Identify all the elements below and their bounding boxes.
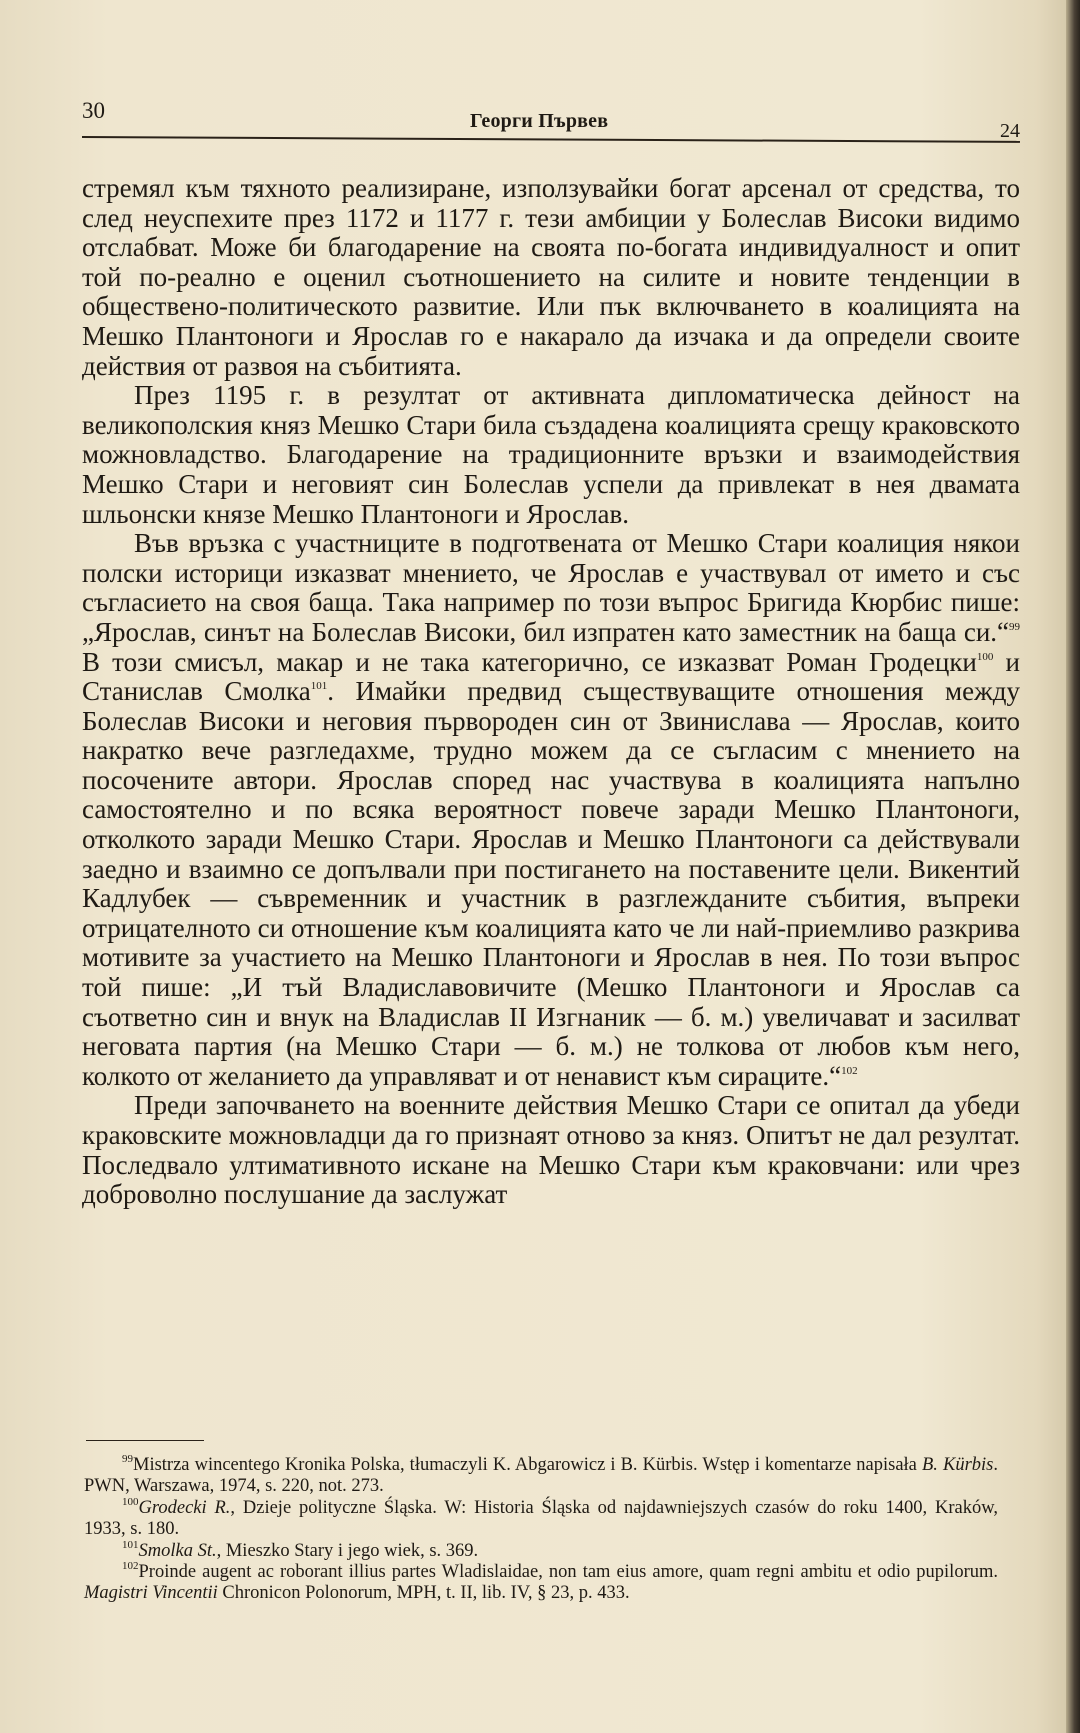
page-number: 30 [82, 98, 105, 123]
main-text [82, 174, 1020, 1210]
footnote-rule [86, 1440, 204, 1441]
footnote-text: Proinde augent ac roborant illius partes Wladislaidae, non tam eius amore, quam regni ambitu et odio pupilorum. [138, 1562, 998, 1583]
text-run: Във връзка с участниците в подготвената от Мешко Стари коалиция някои полски историци изказват мнението, че Ярослав е участвувал от името и със съгласието на своя баща. Така например по този въпрос Бригида Кюрбис пише: „Ярослав, синът на Болеслав Високи, бил изпратен като заместник на баща си.“ [82, 528, 1020, 647]
header-rule [82, 136, 1020, 143]
footnote-ref: 101 [310, 680, 328, 693]
paragraph: През 1195 г. в резултат от активната дипломатическа дейност на великополския княз Мешко Стари била създадена коалицията срещу краковското можновладство. Благодарение на традиционните връзки и взаимодействия Мешко Стари и неговият син Болеслав успели да привлекат в нея двамата шльонски князе Мешко Плантоноги и Ярослав. [82, 380, 1020, 529]
footnotes [84, 1455, 998, 1605]
footnote-number: 100 [122, 1495, 139, 1508]
text-run: и Станислав Смолка [82, 646, 1020, 707]
page-edge-shadow [1066, 0, 1080, 1733]
footnote-number: 102 [122, 1560, 139, 1573]
footnote-italic: Magistri Vincentii [84, 1583, 218, 1604]
footnote-text: . PWN, Warszawa, 1974, s. 220, not. 273. [84, 1455, 998, 1497]
paragraph: Преди започването на военните действия Мешко Стари се опитал да убеди краковските можновладци да го признаят отново за княз. Опитът не дал резултат. Последвало ултимативното искане на Мешко Стари към краковчани: или чрез доброволно послушание да заслужат [82, 1090, 1020, 1210]
footnote [84, 1562, 998, 1605]
footnote [84, 1495, 999, 1541]
footnote-text: Mistrza wincentego Kronika Polska, tłumaczyli K. Abgarowicz i B. Kürbis. Wstęp i komentarze napisała [133, 1455, 922, 1475]
footnote-ref: 99 [1009, 620, 1020, 633]
footnote-text: , Dzieje polityczne Śląska. W: Historia Śląska od najdawniejszych czasów do roku 1400, Kraków, 1933, s. 180. [84, 1497, 999, 1540]
footnote-italic: B. Kürbis [921, 1455, 994, 1475]
page-header [82, 96, 1020, 144]
footnote-number: 99 [122, 1453, 133, 1465]
footnote-text: Chronicon Polonorum, MPH, t. II, lib. IV, § 23, p. 433. [217, 1583, 630, 1604]
footnote-number: 101 [122, 1538, 139, 1551]
footnote [84, 1538, 998, 1562]
paragraph: стремял към тяхното реализиране, използувайки богат арсенал от средства, то след неуспехите през 1172 и 1177 г. тези амбиции у Болеслав Високи видимо отслабват. Може би благодарение на своята по-богата индивидуалност и опит той по-реално е оценил съотношението на силите и новите тенденции в обществено-политическото развитие. Или пък включването в коалицията на Мешко Плантоноги и Ярослав го е накарало да изчака и да определи своите действия от развоя на събитията. [82, 173, 1020, 381]
text-run: . Имайки предвид съществуващите отношения между Болеслав Високи и неговия първороден син от Звинислава — Ярослав, които накратко вече разгледахме, трудно можем да се съгласим с мнението на посочените автори. Ярослав според нас участвува в коалицията напълно самостоятелно и по всяка вероятност повече заради Мешко Плантоноги, отколкото заради Мешко Стари. Ярослав и Мешко Плантоноги са действували заедно и взаимно се допълвали при постигането на поставените цели. Викентий Кадлубек — съвременник и участник в разглежданите събития, въпреки отрицателното си отношение към коалицията като че ли най-приемливо разкрива мотивите за участието на Мешко Плантоноги и Ярослав в нея. По този въпрос той пише: „И тъй Владиславовичите (Мешко Плантоноги и Ярослав са съответно син и внук на Владислав II Изгнаник — б. м.) увеличават и засилват неговата партия (на Мешко Стари — б. м.) не толкова от любов към него, колкото от желанието да управляват и от ненавист към сираците.“ [82, 676, 1020, 1091]
footnote-ref: 102 [841, 1064, 858, 1077]
text-run: В този смисъл, макар и не така категорично, се изказват Роман Гродецки [82, 646, 977, 677]
original-page-number: 24 [1000, 120, 1020, 142]
footnote-italic: Smolka St. [138, 1540, 217, 1561]
paragraph [82, 529, 1020, 1091]
running-title: Георги Първев [470, 110, 609, 132]
footnote [84, 1455, 998, 1498]
footnote-ref: 100 [976, 650, 994, 663]
footnote-text: , Mieszko Stary i jego wiek, s. 369. [216, 1540, 479, 1561]
footnote-italic: Grodecki R. [138, 1497, 231, 1518]
